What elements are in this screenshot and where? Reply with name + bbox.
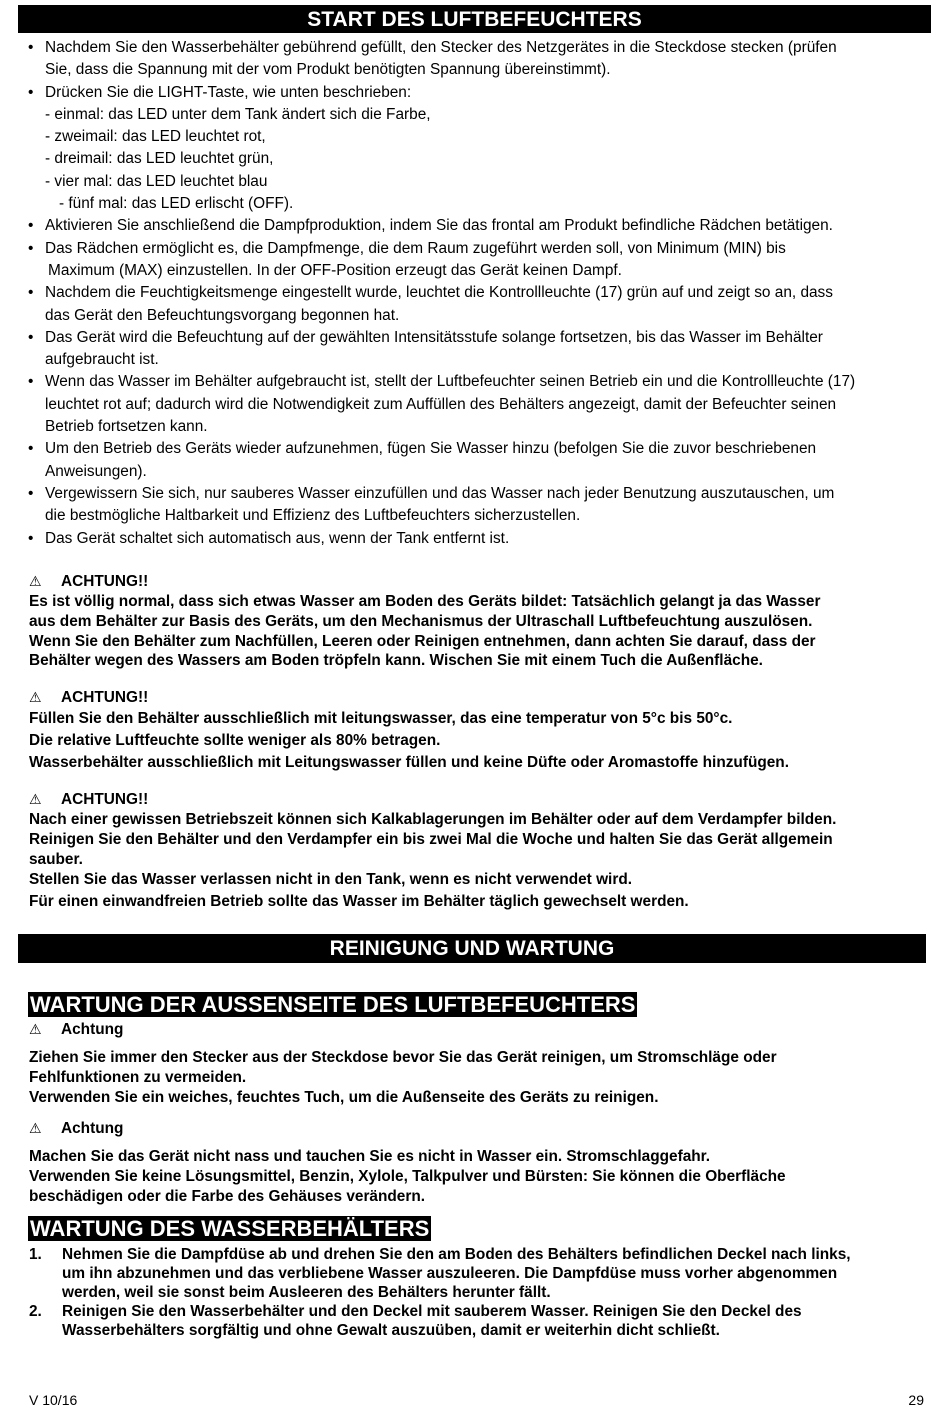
caution-text: Fehlfunktionen zu vermeiden. [29, 1068, 247, 1086]
sub-item: - vier mal: das LED leuchtet blau [45, 172, 268, 190]
bullet-text: Das Rädchen ermöglicht es, die Dampfmenge, die dem Raum zugeführt werden soll, von Minimum (MIN) bis [45, 239, 786, 257]
list-item [26, 282, 936, 327]
sub-item: - zweimail: das LED leuchtet rot, [45, 128, 266, 146]
bullet-text: die bestmögliche Haltbarkeit und Effizienz des Luftbefeuchters sicherzustellen. [45, 507, 581, 525]
warning-title: ACHTUNG!! [61, 572, 149, 590]
bullet-text: Anweisungen). [45, 462, 147, 480]
bullet-text: leuchtet rot auf; dadurch wird die Notwendigkeit zum Auffüllen des Behälters angezeigt, damit der Befeuchter seinen [45, 395, 837, 413]
bullet-text: Maximum (MAX) einzustellen. In der OFF-Position erzeugt das Gerät keinen Dampf. [48, 261, 622, 279]
step-text: Nehmen Sie die Dampfdüse ab und drehen Sie den am Boden des Behälters befindlichen Deckel nach links, [62, 1246, 851, 1263]
warning-icon: ⚠ [29, 688, 42, 705]
bullet-text: das Gerät den Befeuchtungsvorgang begonnen hat. [45, 306, 400, 324]
warning-icon: ⚠ [29, 1119, 42, 1136]
list-item [26, 215, 936, 237]
warning-title: ACHTUNG!! [61, 688, 149, 706]
warning-text: sauber. [29, 850, 83, 868]
subsection-title-tank: WARTUNG DES WASSERBEHÄLTERS [30, 1216, 430, 1241]
step-number: 2. [29, 1303, 42, 1320]
start-instructions-list [26, 37, 936, 550]
step-item [29, 1245, 929, 1302]
bullet-text: Aktivieren Sie anschließend die Dampfproduktion, indem Sie das frontal am Produkt befindliche Rädchen betätigen. [45, 217, 833, 235]
step-number: 1. [29, 1246, 42, 1263]
list-item [26, 528, 936, 550]
version-label: V 10/16 [29, 1392, 78, 1408]
bullet-text: Um den Betrieb des Geräts wieder aufzunehmen, fügen Sie Wasser hinzu (befolgen Sie die zuvor beschriebenen [45, 440, 817, 458]
bullet-text: Nachdem Sie den Wasserbehälter gebührend gefüllt, den Stecker des Netzgerätes in die Steckdose stecken (prüfen [45, 39, 837, 56]
caution-text: Ziehen Sie immer den Stecker aus der Steckdose bevor Sie das Gerät reinigen, um Stromschläge oder [29, 1049, 777, 1066]
warning-text: Behälter wegen des Wassers am Boden tröpfeln kann. Wischen Sie mit einem Tuch die Außenfläche. [29, 652, 763, 670]
caution-text: Machen Sie das Gerät nicht nass und tauchen Sie es nicht in Wasser ein. Stromschlaggefahr. [29, 1148, 711, 1165]
warning-text: Für einen einwandfreien Betrieb sollte das Wasser im Behälter täglich gewechselt werden. [29, 893, 689, 911]
list-item [26, 37, 936, 82]
list-item [26, 82, 936, 104]
page-number: 29 [908, 1392, 924, 1408]
step-text: um ihn abzunehmen und das verbliebene Wasser auszuleeren. Die Dampfdüse muss vorher abgenommen [62, 1265, 838, 1282]
section-title-cleaning: REINIGUNG UND WARTUNG [18, 934, 926, 963]
bullet-text: aufgebraucht ist. [45, 351, 159, 369]
bullet-text: Nachdem die Feuchtigkeitsmenge eingestellt wurde, leuchtet die Kontrollleuchte (17) grün auf und zeigt so an, dass [45, 284, 833, 302]
caution-block [29, 1119, 929, 1206]
caution-text: Verwenden Sie ein weiches, feuchtes Tuch, um die Außenseite des Geräts zu reinigen. [29, 1088, 659, 1106]
bullet-text: Das Gerät wird die Befeuchtung auf der gewählten Intensitätsstufe solange fortsetzen, bis das Wasser im Behälter [45, 328, 823, 346]
bullet-text: Das Gerät schaltet sich automatisch aus, wenn der Tank entfernt ist. [45, 529, 510, 547]
bullet-text: Wenn das Wasser im Behälter aufgebraucht ist, stellt der Luftbefeuchter seinen Betrieb ein und die Kontrollleuchte (17) [45, 373, 856, 391]
sub-item: - dreimail: das LED leuchtet grün, [45, 150, 274, 168]
list-item [26, 483, 936, 528]
warning-block [29, 790, 929, 913]
bullet-text: Drücken Sie die LIGHT-Taste, wie unten beschrieben: [45, 83, 412, 101]
warning-text: Füllen Sie den Behälter ausschließlich mit leitungswasser, das eine temperatur von 5°c bis 50°c. [29, 710, 733, 727]
caution-title: Achtung [61, 1020, 124, 1038]
sub-item: - fünf mal: das LED erlischt (OFF). [59, 195, 294, 213]
warning-text: Wenn Sie den Behälter zum Nachfüllen, Leeren oder Reinigen entnehmen, dann achten Sie darauf, dass der [29, 632, 816, 650]
caution-block [29, 1020, 929, 1107]
bullet-text: Betrieb fortsetzen kann. [45, 418, 208, 436]
step-text: werden, weil sie sonst beim Ausleeren des Behälters herunter fällt. [62, 1284, 551, 1301]
warning-text: Nach einer gewissen Betriebszeit können sich Kalkablagerungen im Behälter oder auf dem Verdampfer bilden. [29, 811, 837, 828]
step-text: Reinigen Sie den Wasserbehälter und den Deckel mit sauberem Wasser. Reinigen Sie den Deckel des [62, 1303, 802, 1320]
caution-text: beschädigen oder die Farbe des Gehäuses verändern. [29, 1187, 426, 1205]
step-item [29, 1302, 929, 1340]
section-title-start: START DES LUFTBEFEUCHTERS [18, 5, 931, 33]
list-item [26, 438, 936, 483]
step-text: Wasserbehälters sorgfältig und ohne Gewalt auszuüben, damit er weiterhin dicht schließt. [62, 1322, 720, 1339]
warning-title: ACHTUNG!! [61, 790, 149, 808]
warning-text: Reinigen Sie den Behälter und den Verdampfer ein bis zwei Mal die Woche und halten Sie das Gerät allgemein [29, 830, 833, 848]
bullet-text: Sie, dass die Spannung mit der vom Produkt benötigten Spannung übereinstimmt). [45, 61, 611, 79]
list-item [26, 327, 936, 372]
sub-item: - einmal: das LED unter dem Tank ändert sich die Farbe, [45, 105, 431, 123]
bullet-text: Vergewissern Sie sich, nur sauberes Wasser einzufüllen und das Wasser nach jeder Benutzung auszutauschen, um [45, 484, 835, 502]
caution-title: Achtung [61, 1119, 124, 1137]
subsection-title-exterior: WARTUNG DER AUSSENSEITE DES LUFTBEFEUCHTERS [30, 992, 636, 1017]
caution-text: Verwenden Sie keine Lösungsmittel, Benzin, Xylole, Talkpulver und Bürsten: Sie können die Oberfläche [29, 1167, 786, 1185]
warning-block [29, 688, 929, 774]
warning-text: Wasserbehälter ausschließlich mit Leitungswasser füllen und keine Düfte oder Aromastoffe hinzufügen. [29, 754, 789, 771]
list-item [26, 371, 936, 438]
warning-text: aus dem Behälter zur Basis des Geräts, um den Mechanismus der Ultraschall Luftbefeuchtung auszulösen. [29, 612, 813, 630]
warning-block [29, 572, 929, 671]
warning-text: Es ist völlig normal, dass sich etwas Wasser am Boden des Geräts bildet: Tatsächlich gelangt ja das Wasser [29, 593, 821, 610]
warning-icon: ⚠ [29, 1020, 42, 1037]
list-item [26, 238, 936, 283]
warning-icon: ⚠ [29, 790, 42, 807]
warning-icon: ⚠ [29, 572, 42, 589]
tank-cleaning-steps [29, 1245, 929, 1340]
warning-text: Die relative Luftfeuchte sollte weniger als 80% betragen. [29, 732, 441, 749]
warning-text: Stellen Sie das Wasser verlassen nicht in den Tank, wenn es nicht verwendet wird. [29, 871, 632, 889]
